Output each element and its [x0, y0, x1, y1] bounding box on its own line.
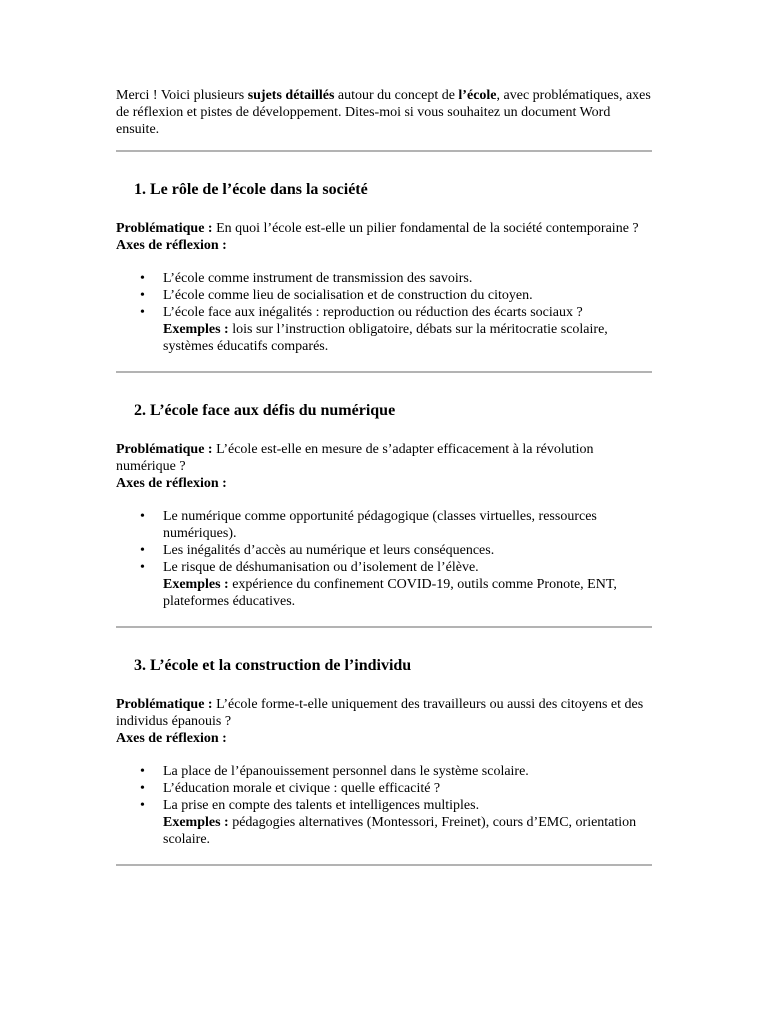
- axes-label: [116, 730, 652, 747]
- section-2: [116, 401, 652, 610]
- list-item-text: L’école comme instrument de transmission des savoirs.: [163, 271, 473, 286]
- list-item-text: L’éducation morale et civique : quelle efficacité ?: [163, 781, 441, 796]
- document-content: [116, 87, 652, 866]
- axes-list: [116, 270, 652, 355]
- bullet-icon: •: [140, 798, 145, 813]
- problematique-label: Problématique :: [116, 697, 213, 712]
- horizontal-rule: [116, 371, 652, 373]
- problematique-text: L’école forme-t-elle uniquement des travailleurs ou aussi des citoyens et des individus épanouis ?: [116, 697, 644, 729]
- problematique: [116, 441, 652, 475]
- axes-list: [116, 508, 652, 610]
- list-item: [140, 797, 652, 848]
- horizontal-rule: [116, 864, 652, 866]
- intro-bold: l’école: [458, 88, 497, 103]
- list-item-text: Les inégalités d’accès au numérique et leurs conséquences.: [163, 543, 495, 558]
- list-item-text: L’école face aux inégalités : reproduction ou réduction des écarts sociaux ?: [163, 305, 583, 320]
- section-3: [116, 656, 652, 848]
- bullet-icon: •: [140, 781, 145, 796]
- list-item: [140, 763, 652, 780]
- axes-label: [116, 475, 652, 492]
- list-item: [140, 304, 652, 355]
- list-item-text: Le numérique comme opportunité pédagogique (classes virtuelles, ressources numériques).: [163, 509, 597, 541]
- examples-label: Exemples :: [163, 815, 229, 830]
- list-item: [140, 287, 652, 304]
- intro-paragraph: [116, 87, 652, 138]
- intro-text: autour du concept de: [334, 88, 459, 103]
- bullet-icon: •: [140, 509, 145, 524]
- horizontal-rule: [116, 626, 652, 628]
- axes-list: [116, 763, 652, 848]
- bullet-icon: •: [140, 560, 145, 575]
- intro-text: , avec problématiques, axes de réflexion et pistes de développement. Dites-moi si vous souhaitez un document Word ensuite.: [116, 88, 651, 137]
- list-item: [140, 559, 652, 610]
- section-1: [116, 180, 652, 355]
- bullet-icon: •: [140, 305, 145, 320]
- list-item: [140, 270, 652, 287]
- list-item: [140, 780, 652, 797]
- list-item: [140, 508, 652, 542]
- examples-text: expérience du confinement COVID-19, outils comme Pronote, ENT, plateformes éducatives.: [163, 577, 617, 609]
- bullet-icon: •: [140, 764, 145, 779]
- examples-text: pédagogies alternatives (Montessori, Freinet), cours d’EMC, orientation scolaire.: [163, 815, 637, 847]
- section-title: 1. Le rôle de l’école dans la société: [134, 181, 368, 198]
- examples-label: Exemples :: [163, 322, 229, 337]
- examples-label: Exemples :: [163, 577, 229, 592]
- axes-label-text: Axes de réflexion :: [116, 238, 227, 253]
- examples-text: lois sur l’instruction obligatoire, débats sur la méritocratie scolaire, systèmes éducatifs comparés.: [163, 322, 608, 354]
- problematique-text: L’école est-elle en mesure de s’adapter efficacement à la révolution numérique ?: [116, 442, 594, 474]
- list-item-text: La place de l’épanouissement personnel dans le système scolaire.: [163, 764, 529, 779]
- list-item-text: Le risque de déshumanisation ou d’isolement de l’élève.: [163, 560, 479, 575]
- list-item: [140, 542, 652, 559]
- list-item-text: L’école comme lieu de socialisation et de construction du citoyen.: [163, 288, 533, 303]
- bullet-icon: •: [140, 543, 145, 558]
- axes-label: [116, 237, 652, 254]
- problematique: [116, 696, 652, 730]
- axes-label-text: Axes de réflexion :: [116, 476, 227, 491]
- list-item-text: La prise en compte des talents et intelligences multiples.: [163, 798, 480, 813]
- problematique-text: En quoi l’école est-elle un pilier fondamental de la société contemporaine ?: [212, 221, 639, 236]
- problematique-label: Problématique :: [116, 442, 213, 457]
- problematique-label: Problématique :: [116, 221, 213, 236]
- bullet-icon: •: [140, 288, 145, 303]
- intro-text: Merci ! Voici plusieurs: [116, 88, 248, 103]
- horizontal-rule: [116, 150, 652, 152]
- intro-bold: sujets détaillés: [247, 88, 335, 103]
- problematique: [116, 220, 652, 237]
- axes-label-text: Axes de réflexion :: [116, 731, 227, 746]
- section-title: 2. L’école face aux défis du numérique: [134, 402, 396, 419]
- section-title: 3. L’école et la construction de l’individu: [134, 657, 412, 674]
- bullet-icon: •: [140, 271, 145, 286]
